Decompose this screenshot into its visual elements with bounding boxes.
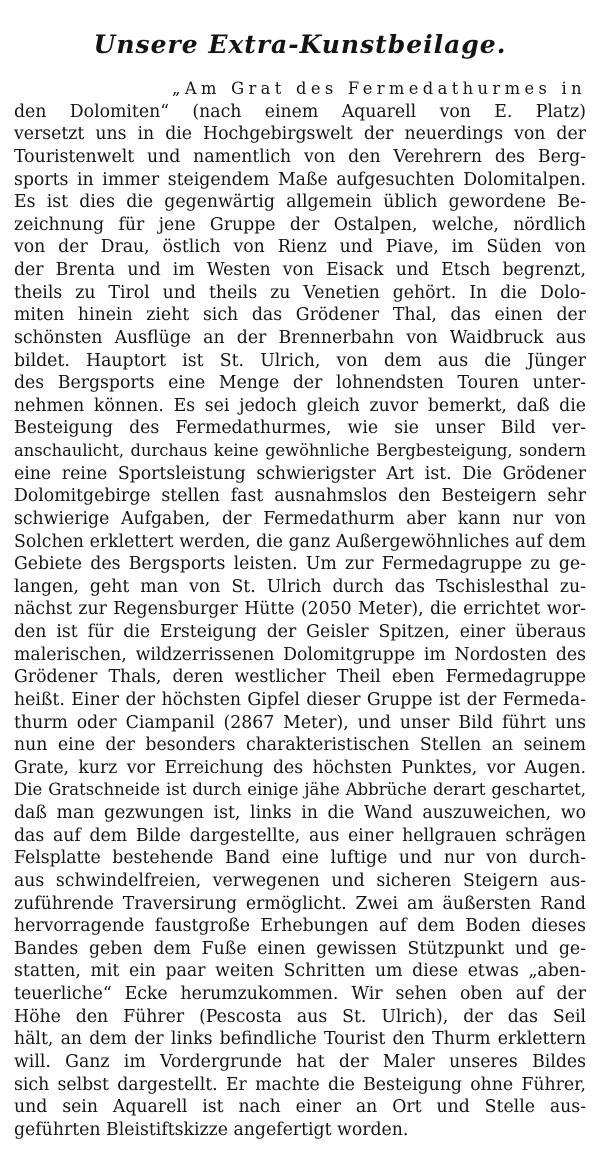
article-line: des Bergsports eine Menge der lohnendsten Touren unter- — [14, 373, 586, 394]
article-line: und sein Aquarell ist nach einer an Ort und Stelle aus- — [14, 1097, 586, 1118]
article-line: nehmen können. Es sei jedoch gleich zuvor bemerkt, daß die — [14, 395, 586, 416]
article-line: will. Ganz im Vordergrunde hat der Maler unseres Bildes — [14, 1051, 586, 1072]
article-line: hervorragende faustgroße Erhebungen auf dem Boden dieses — [14, 916, 586, 937]
article-line: Touristenwelt und namentlich von den Verehrern des Berg- — [14, 146, 586, 167]
article-line: miten hinein zieht sich das Grödener Thal, das einen der — [14, 305, 586, 326]
article-line: theils zu Tirol und theils zu Venetien gehört. In die Dolo- — [14, 282, 586, 303]
article-line: schönsten Ausflüge an der Brennerbahn von Waidbruck aus — [14, 327, 586, 348]
article-line: Solchen erklettert werden, die ganz Außergewöhnliches auf dem — [14, 531, 586, 552]
article-line: Grate, kurz vor Erreichung des höchsten Punktes, vor Augen. — [14, 757, 586, 778]
article-line: hält, an dem der links befindliche Tourist den Thurm erklettern — [14, 1029, 586, 1050]
article-line: eine reine Sportsleistung schwierigster Art ist. Die Grödener — [14, 463, 586, 484]
article-line: den Dolomiten“ (nach einem Aquarell von E. Platz) — [14, 101, 586, 122]
article-line: Felsplatte bestehende Band eine luftige und nur von durch- — [14, 848, 586, 869]
article-line: Gebiete des Bergsports leisten. Um zur Fermedagruppe zu ge- — [14, 554, 586, 575]
article-line: „Am Grat des Fermedathurmes in — [172, 79, 586, 98]
article-line: daß man gezwungen ist, links in die Wand auszuweichen, wo — [14, 803, 586, 823]
article-line: aus schwindelfreien, verwegenen und sicheren Steigern aus- — [14, 870, 586, 891]
article-line: Besteigung des Fermedathurmes, wie sie unser Bild ver- — [14, 418, 586, 439]
article-line: versetzt uns in die Hochgebirgswelt der neuerdings von der — [14, 124, 586, 145]
article-line: heißt. Einer der höchsten Gipfel dieser Gruppe ist der Fermeda- — [14, 689, 586, 710]
article-line: sich selbst dargestellt. Er machte die Besteigung ohne Führer, — [14, 1074, 586, 1095]
article-line: langen, geht man von St. Ulrich durch das Tschislesthal zu- — [14, 576, 586, 597]
article-line: Bandes geben dem Fuße einen gewissen Stützpunkt und ge- — [14, 938, 586, 959]
article-line: geführten Bleistiftskizze angefertigt worden. — [14, 1119, 409, 1140]
article-line: statten, mit ein paar weiten Schritten um diese etwas „aben- — [14, 961, 586, 982]
article-line: den ist für die Ersteigung der Geisler Spitzen, einer überaus — [14, 622, 586, 642]
article-line: bildet. Hauptort ist St. Ulrich, von dem aus die Jünger — [14, 350, 586, 371]
article-line: zeichnung für jene Gruppe der Ostalpen, welche, nördlich — [14, 214, 586, 235]
article-line: Die Gratschneide ist durch einige jähe Abbrüche derart geschartet, — [14, 780, 586, 800]
article-body — [14, 78, 586, 1141]
article-line: teuerliche“ Ecke herumzukommen. Wir sehen oben auf der — [14, 984, 586, 1004]
article-line: Dolomitgebirge stellen fast ausnahmslos den Besteigern sehr — [14, 486, 586, 507]
article-line: nun eine der besonders charakteristischen Stellen an seinem — [14, 735, 586, 756]
article-line: Grödener Thals, deren westlicher Theil eben Fermedagruppe — [14, 667, 586, 688]
article-line: der Brenta und im Westen von Eisack und Etsch begrenzt, — [14, 260, 586, 280]
article-title: Unsere Extra-Kunstbeilage. — [93, 30, 507, 59]
article-line: anschaulicht, durchaus keine gewöhnliche Bergbesteigung, sondern — [14, 441, 586, 460]
article-line: von der Drau, östlich von Rienz und Piave, im Süden von — [14, 237, 586, 258]
article-line: Höhe den Führer (Pescosta aus St. Ulrich), der das Seil — [14, 1006, 586, 1027]
article-line: malerischen, wildzerrissenen Dolomitgruppe im Nordosten des — [14, 644, 586, 665]
article-line: sports in immer steigendem Maße aufgesuchten Dolomitalpen. — [14, 169, 586, 190]
article-line: schwierige Aufgaben, der Fermedathurm aber kann nur von — [14, 508, 586, 529]
article-line: zuführende Traversirung ermöglicht. Zwei am äußersten Rand — [14, 893, 586, 914]
article-line: nächst zur Regensburger Hütte (2050 Meter), die errichtet wor- — [14, 599, 586, 620]
article-line: das auf dem Bilde dargestellte, aus einer hellgrauen schrägen — [14, 825, 586, 846]
article-line: Es ist dies die gegenwärtig allgemein üblich gewordene Be- — [14, 192, 586, 213]
article-line: thurm oder Ciampanil (2867 Meter), und unser Bild führt uns — [14, 712, 586, 733]
